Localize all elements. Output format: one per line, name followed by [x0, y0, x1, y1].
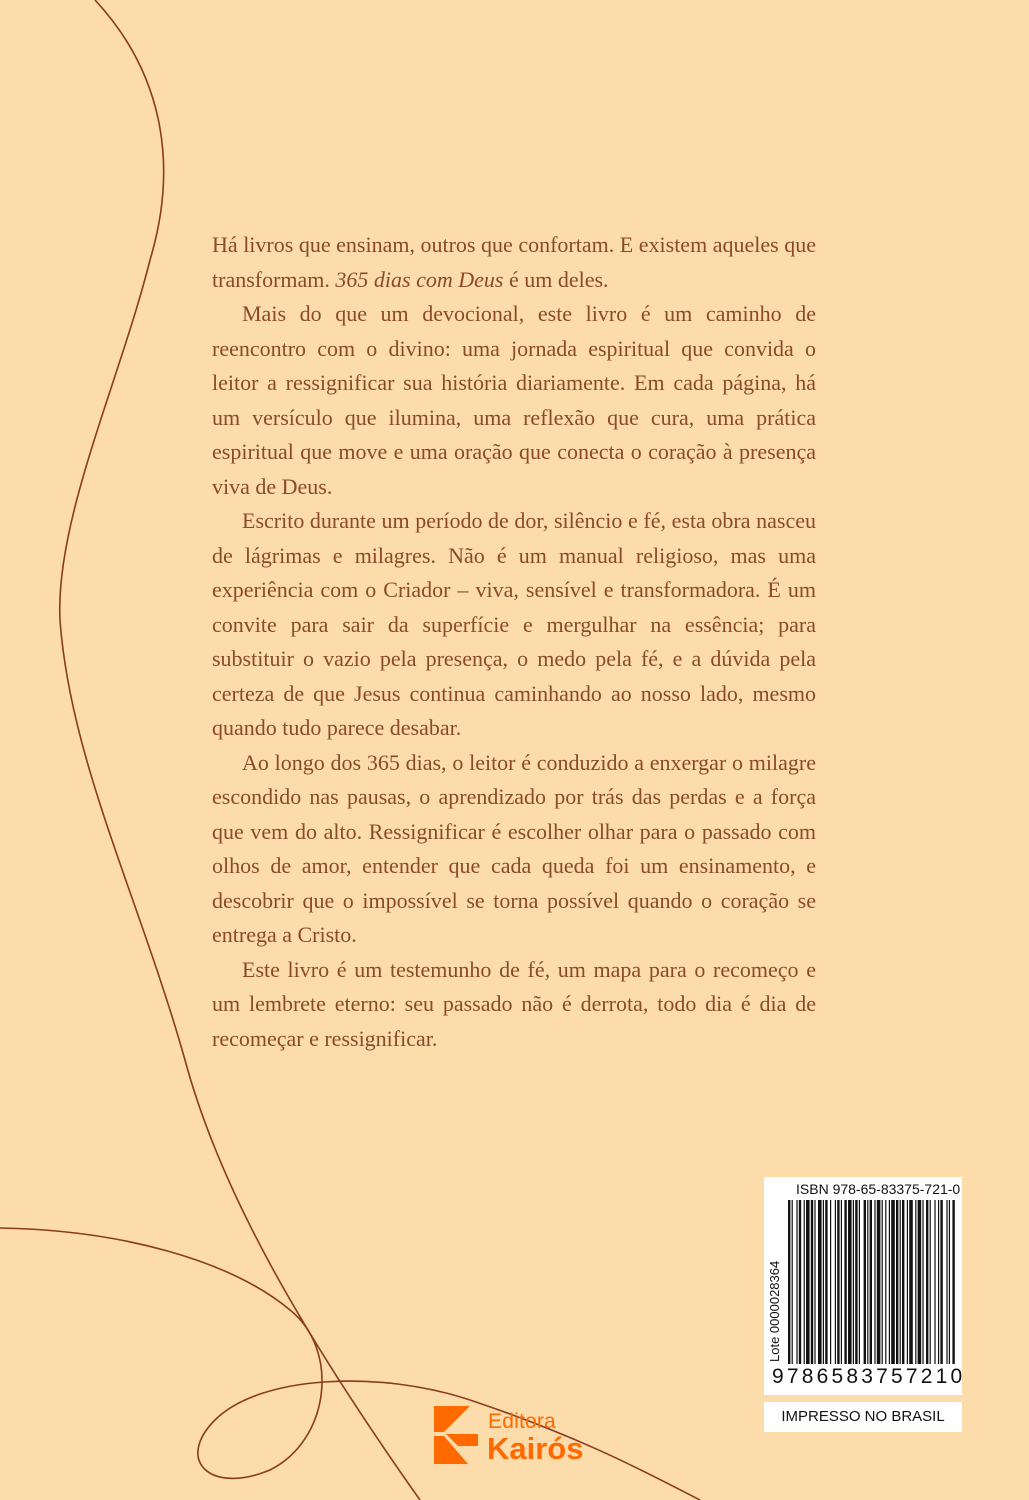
barcode-bar	[788, 1200, 790, 1364]
barcode-bar	[938, 1200, 939, 1364]
barcode-bar	[946, 1200, 947, 1364]
barcode-bar	[877, 1200, 881, 1364]
barcode-bar	[922, 1200, 923, 1364]
barcode-bar	[823, 1200, 824, 1364]
printed-in-label-box	[764, 1402, 962, 1432]
barcode-bar	[841, 1200, 842, 1364]
blurb-text: é um deles.	[503, 266, 609, 292]
barcode-bar	[830, 1200, 831, 1364]
barcode-bar	[915, 1200, 916, 1364]
blurb-paragraph-3: Escrito durante um período de dor, silêncio e fé, esta obra nasceu de lágrimas e milagres. Não é um manual religioso, mas uma experiência com o Criador – viva, sensível e transformadora. É um convite para sair da superfície e mergulhar na essência; para substituir o vazio pela presença, o medo pela fé, e a dúvida pela certeza de que Jesus continua caminhando ao nosso lado, mesmo quando tudo parece desabar.	[212, 508, 816, 740]
barcode-bar	[926, 1200, 928, 1364]
barcode-digits: 9786583757210	[772, 1365, 966, 1388]
barcode-bar	[855, 1200, 857, 1364]
barcode-bar	[891, 1200, 895, 1364]
barcode-bar	[864, 1200, 866, 1364]
barcode-bar	[799, 1200, 801, 1364]
barcode-bar	[825, 1200, 827, 1364]
barcode-bar	[792, 1200, 793, 1364]
barcode-bar	[934, 1200, 935, 1364]
publisher-name: Kairós	[487, 1431, 584, 1466]
barcode-bar	[902, 1200, 904, 1364]
barcode-bar	[867, 1200, 868, 1364]
barcode-bar	[804, 1200, 805, 1364]
barcode-box	[764, 1177, 966, 1395]
blurb-paragraph-5: Este livro é um testemunho de fé, um mapa para o recomeço e um lembrete eterno: seu passado não é derrota, todo dia é dia de recomeçar e ressignificar.	[212, 956, 816, 1051]
barcode-bar	[949, 1200, 950, 1364]
barcode-bar	[889, 1200, 890, 1364]
barcode-bar	[848, 1200, 852, 1364]
printed-in-label: IMPRESSO NO BRASIL	[781, 1408, 945, 1425]
book-title: 365 dias com Deus	[335, 266, 504, 292]
barcode-bar	[853, 1200, 854, 1364]
barcode-bar	[859, 1200, 860, 1364]
barcode-bar	[806, 1200, 810, 1364]
publisher-logo	[434, 1406, 634, 1466]
barcode-bar	[814, 1200, 815, 1364]
publisher-label: Editora	[488, 1410, 556, 1433]
kairos-logo-icon	[434, 1406, 480, 1464]
blurb-paragraph-4: Ao longo dos 365 dias, o leitor é conduzido a enxergar o milagre escondido nas pausas, o aprendizado por trás das perdas e a força que vem do alto. Ressignificar é escolher olhar para o passado com olhos de amor, entender que cada queda foi um ensinamento, e descobrir que o impossível se torna possível quando o coração se entrega a Cristo.	[212, 749, 816, 947]
back-cover-blurb	[212, 228, 816, 1056]
barcode-bar	[837, 1200, 839, 1364]
barcode-bar	[896, 1200, 898, 1364]
blurb-text: Há livros que ensinam, outros que confortam. E existem aqueles que transformam.	[212, 232, 816, 292]
barcode-bar	[885, 1200, 886, 1364]
barcode-bar	[796, 1200, 797, 1364]
barcode-bar	[900, 1200, 901, 1364]
blurb-paragraph-1	[212, 228, 816, 297]
barcode-bar	[811, 1200, 813, 1364]
barcode-bar	[940, 1200, 942, 1364]
barcode-bar	[909, 1200, 913, 1364]
barcode-bar	[818, 1200, 822, 1364]
barcode-bar	[874, 1200, 875, 1364]
barcode-bar	[907, 1200, 908, 1364]
barcode-bar	[918, 1200, 922, 1364]
isbn-number: ISBN 978-65-83375-721-0	[796, 1181, 961, 1197]
barcode-bar	[930, 1200, 931, 1364]
blurb-paragraph-2: Mais do que um devocional, este livro é um caminho de reencontro com o divino: uma jornada espiritual que convida o leitor a ressignificar sua história diariamente. Em cada página, há um versículo que ilumina, uma reflexão que cura, uma prática espiritual que move e uma oração que conecta o coração à presença viva de Deus.	[212, 301, 816, 499]
barcode-bar	[952, 1200, 954, 1364]
barcode-bar	[835, 1200, 836, 1364]
barcode-bar	[844, 1200, 846, 1364]
barcode-bar	[882, 1200, 883, 1364]
barcode-bars	[786, 1200, 956, 1364]
barcode-bar	[870, 1200, 872, 1364]
lote-number: Lote 0000028364	[767, 1260, 782, 1362]
